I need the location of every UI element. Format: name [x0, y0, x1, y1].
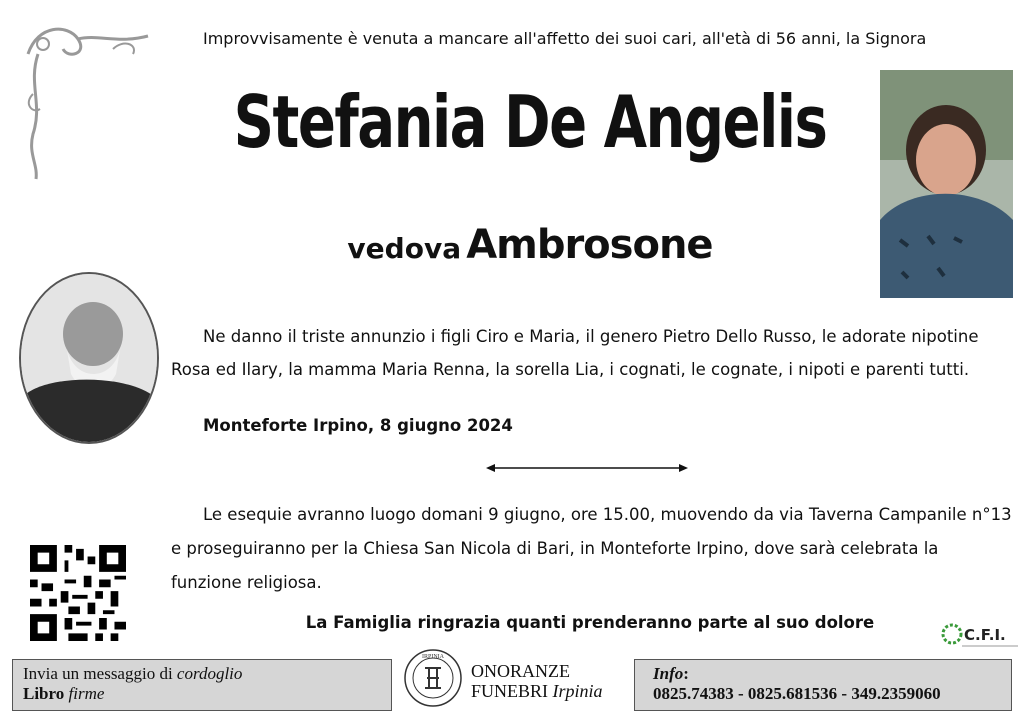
phone-numbers[interactable]: 0825.74383 - 0825.681536 - 349.2359060	[653, 684, 941, 703]
saint-portrait	[19, 272, 159, 444]
thanks-line: La Famiglia ringrazia quanti prenderanno parte al suo dolore	[305, 613, 875, 632]
funeral-paragraph: Le esequie avranno luogo domani 9 giugno, ore 15.00, muovendo da via Taverna Campanile n°13 e proseguiranno per la Chiesa San Nicola di Bari, in Monteforte Irpino, dove sarà celebrata la funzione religiosa.	[171, 505, 1012, 592]
deceased-name: Stefania De Angelis	[233, 80, 827, 164]
widow-prefix: vedova	[347, 232, 462, 265]
place-date: Monteforte Irpino, 8 giugno 2024	[203, 416, 513, 435]
guestbook-link[interactable]: Libro firme	[23, 684, 105, 703]
announcement-paragraph: Ne danno il triste annunzio i figli Ciro e Maria, il genero Pietro Dello Russo, le adorate nipotine Rosa ed Ilary, la mamma Maria Renna, la sorella Lia, i cognati, le cognate, i nipoti e parenti tutti.	[171, 327, 979, 379]
cfi-logo	[940, 622, 1020, 650]
funeral-home-logo-icon	[403, 648, 463, 708]
deceased-photo	[880, 70, 1013, 298]
intro-text: Improvvisamente è venuta a mancare all'affetto dei suoi cari, all'età di 56 anni, la Signora	[203, 29, 927, 48]
double-arrow-divider	[486, 462, 688, 474]
condolence-box[interactable]	[12, 659, 392, 711]
funeral-home-name: ONORANZE FUNEBRI Irpinia	[471, 661, 603, 701]
cfi-label: C.F.I.	[964, 626, 1006, 644]
info-label: Info	[653, 664, 684, 683]
info-box: Info: 0825.74383 - 0825.681536 - 349.2359060	[634, 659, 1012, 711]
widow-surname: Ambrosone	[466, 222, 713, 268]
qr-code[interactable]	[30, 545, 126, 641]
condolence-link[interactable]: Invia un messaggio di cordoglio	[23, 664, 243, 683]
corner-ornament-icon	[18, 14, 158, 184]
logo-ring-text: IRPINIA	[422, 654, 444, 660]
widow-line	[300, 222, 760, 268]
